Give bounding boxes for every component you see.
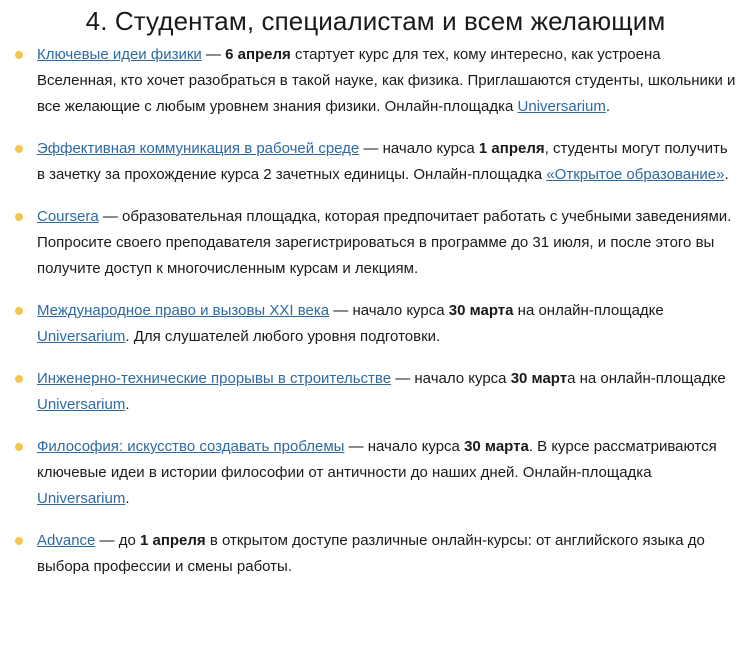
start-date: 1 апреля [139, 532, 206, 549]
item-text: — начало курса [329, 302, 449, 319]
list-item-communication [0, 136, 751, 188]
course-link-physics[interactable]: Ключевые идеи физики [37, 46, 202, 63]
start-date: 30 марта [448, 302, 514, 319]
platform-link-universarium[interactable]: Universarium [37, 328, 126, 345]
list-item-engineering [0, 366, 751, 418]
start-date: 30 марта [464, 438, 529, 455]
course-list [0, 42, 751, 596]
list-item-philosophy [0, 434, 751, 512]
item-text: . [125, 396, 130, 413]
start-date: 6 апреля [225, 46, 291, 63]
item-text: . [605, 98, 611, 115]
item-text: . В курсе рассматриваются ключевые идеи в истории философии от античности до наших дней. Онлайн-площадка [37, 438, 717, 481]
platform-link-open-education[interactable]: «Открытое образование» [546, 166, 725, 183]
section-heading: 4. Студентам, специалистам и всем желающим [85, 6, 666, 36]
item-text: — начало курса [344, 438, 465, 455]
list-item-advance [0, 528, 751, 580]
item-text: , студенты могут получить в зачетку за прохождение курса 2 зачетных единицы. Онлайн-площадка [37, 140, 728, 183]
bullet-icon [15, 375, 23, 383]
platform-link-universarium[interactable]: Universarium [517, 98, 606, 115]
platform-link-universarium[interactable]: Universarium [37, 490, 126, 507]
bullet-icon [15, 213, 23, 221]
item-text: — образовательная площадка, которая предпочитает работать с учебными заведениями. Попросите своего преподавателя зарегистрироваться в программе до 31 июля, и после этого вы получите доступ к многочисленным курсам и лекциям. [37, 208, 732, 277]
item-text: на онлайн-площадке [513, 302, 664, 319]
item-text: в открытом доступе различные онлайн-курсы: от английского языка до выбора профессии и смены работы. [37, 532, 705, 575]
list-item-physics [0, 42, 751, 120]
item-text: — начало курса [359, 140, 479, 157]
platform-link-universarium[interactable]: Universarium [37, 396, 126, 413]
item-text: — начало курса [391, 370, 511, 387]
course-link-communication[interactable]: Эффективная коммуникация в рабочей среде [37, 140, 360, 157]
course-link-international-law[interactable]: Международное право и вызовы XXI века [37, 302, 330, 319]
list-item-international-law [0, 298, 751, 350]
start-date: 1 апреля [478, 140, 545, 157]
course-link-philosophy[interactable]: Философия: искусство создавать проблемы [37, 438, 345, 455]
bullet-icon [15, 307, 23, 315]
course-link-advance[interactable]: Advance [37, 532, 96, 549]
item-text: . [724, 166, 729, 183]
item-text: . [125, 490, 130, 507]
bullet-icon [15, 145, 23, 153]
bullet-icon [15, 443, 23, 451]
item-text: — [201, 46, 226, 63]
bullet-icon [15, 537, 23, 545]
list-item-coursera [0, 204, 751, 282]
item-text: стартует курс для тех, кому интересно, как устроена Вселенная, кто хочет разобраться в такой науке, как физика. Приглашаются студенты, школьники и все желающие с любым уровнем знания физики. Онлайн-площадка [37, 46, 736, 115]
bullet-icon [15, 51, 23, 59]
course-link-coursera[interactable]: Coursera [37, 208, 99, 225]
course-link-engineering[interactable]: Инженерно-технические прорывы в строительстве [37, 370, 392, 387]
item-text: . Для слушателей любого уровня подготовки. [125, 328, 441, 345]
item-text: а на онлайн-площадке [567, 370, 726, 387]
item-text: — до [95, 532, 140, 549]
start-date: 30 март [510, 370, 568, 387]
